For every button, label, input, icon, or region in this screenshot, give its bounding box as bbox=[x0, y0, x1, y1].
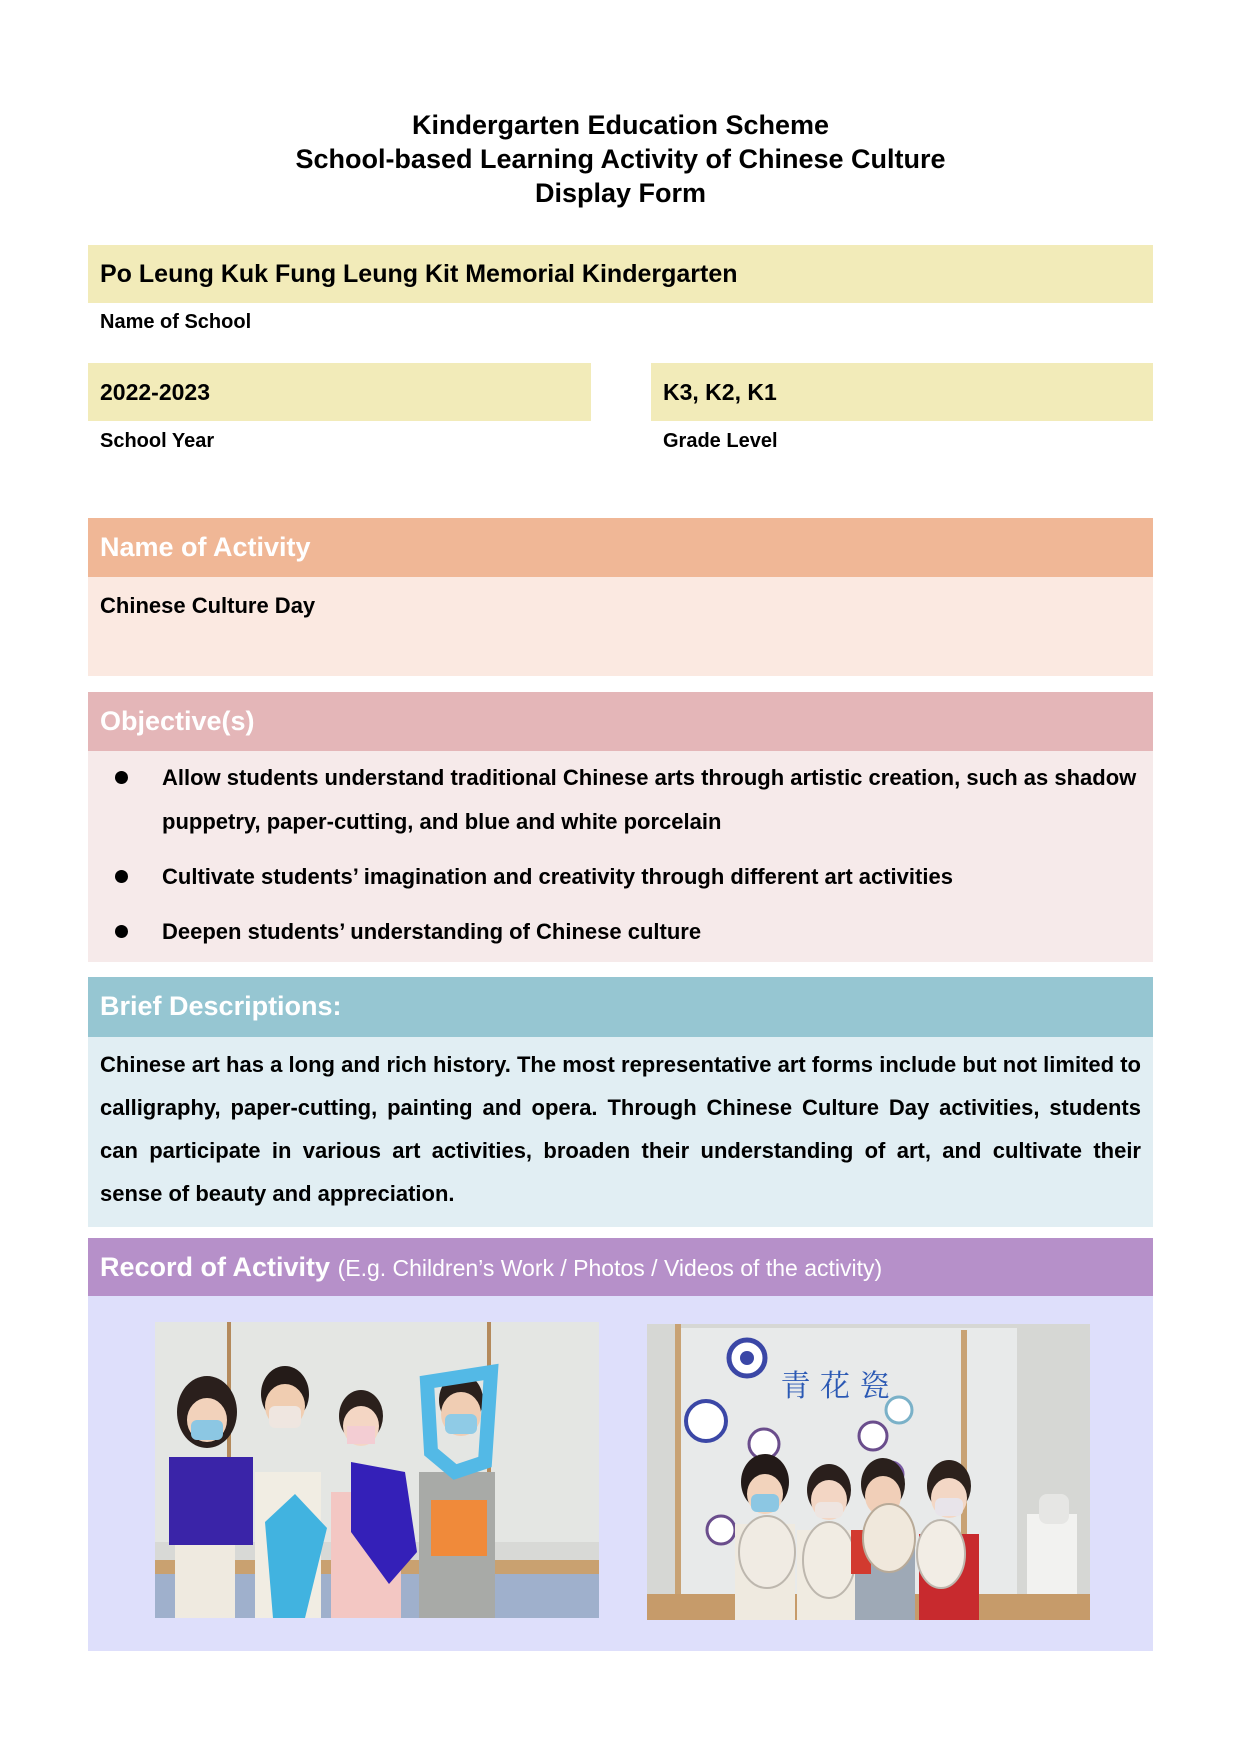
title-line-form: Display Form bbox=[534, 178, 707, 208]
form-title bbox=[0, 108, 1241, 210]
record-heading-subtitle: (E.g. Children’s Work / Photos / Videos of the activity) bbox=[337, 1255, 883, 1281]
school-year-value: 2022-2023 bbox=[88, 363, 591, 421]
description-body bbox=[88, 1037, 1153, 1227]
objective-text: Allow students understand traditional Chinese arts through artistic creation, such as shadow puppetry, paper-cutting, and blue and white porcelain bbox=[162, 765, 1137, 834]
description-heading: Brief Descriptions: bbox=[88, 977, 1153, 1037]
title-line-activity: School-based Learning Activity of Chinese Culture bbox=[295, 144, 946, 174]
school-name-label: Name of School bbox=[100, 311, 252, 333]
record-heading bbox=[88, 1238, 1153, 1296]
objective-item bbox=[100, 910, 1141, 954]
grade-level-label: Grade Level bbox=[663, 430, 778, 452]
description-text: Chinese art has a long and rich history. The most representative art forms include but not limited to calligraphy, paper-cutting, painting and opera. Through Chinese Culture Day activities, students can participate in various art activities, broaden their understanding of art, and cultivate their sense of beauty and appreciation. bbox=[100, 1052, 1141, 1206]
record-heading-title: Record of Activity bbox=[100, 1252, 331, 1282]
objective-text: Deepen students’ understanding of Chinese culture bbox=[162, 919, 702, 944]
school-name-value: Po Leung Kuk Fung Leung Kit Memorial Kindergarten bbox=[88, 245, 1153, 303]
bullet-icon bbox=[115, 870, 128, 883]
bullet-icon bbox=[115, 771, 128, 784]
wall-sign-text: 青 花 瓷 bbox=[780, 1369, 890, 1404]
objectives-heading: Objective(s) bbox=[88, 692, 1153, 751]
objectives-list bbox=[100, 756, 1141, 954]
photo-porcelain bbox=[647, 1324, 1090, 1620]
photo-paper-cutting bbox=[155, 1322, 599, 1618]
photo-porcelain-image bbox=[647, 1324, 1090, 1620]
photo-paper-cutting-image bbox=[155, 1322, 599, 1618]
activity-name: Chinese Culture Day bbox=[100, 593, 316, 618]
title-line-scheme: Kindergarten Education Scheme bbox=[411, 110, 830, 140]
activity-body bbox=[88, 577, 1153, 676]
activity-heading: Name of Activity bbox=[88, 518, 1153, 577]
objective-item bbox=[100, 855, 1141, 899]
bullet-icon bbox=[115, 925, 128, 938]
school-year-label: School Year bbox=[100, 430, 215, 452]
objective-text: Cultivate students’ imagination and creativity through different art activities bbox=[162, 864, 953, 889]
grade-level-value: K3, K2, K1 bbox=[651, 363, 1153, 421]
objective-item bbox=[100, 756, 1141, 844]
objectives-body bbox=[88, 751, 1153, 962]
